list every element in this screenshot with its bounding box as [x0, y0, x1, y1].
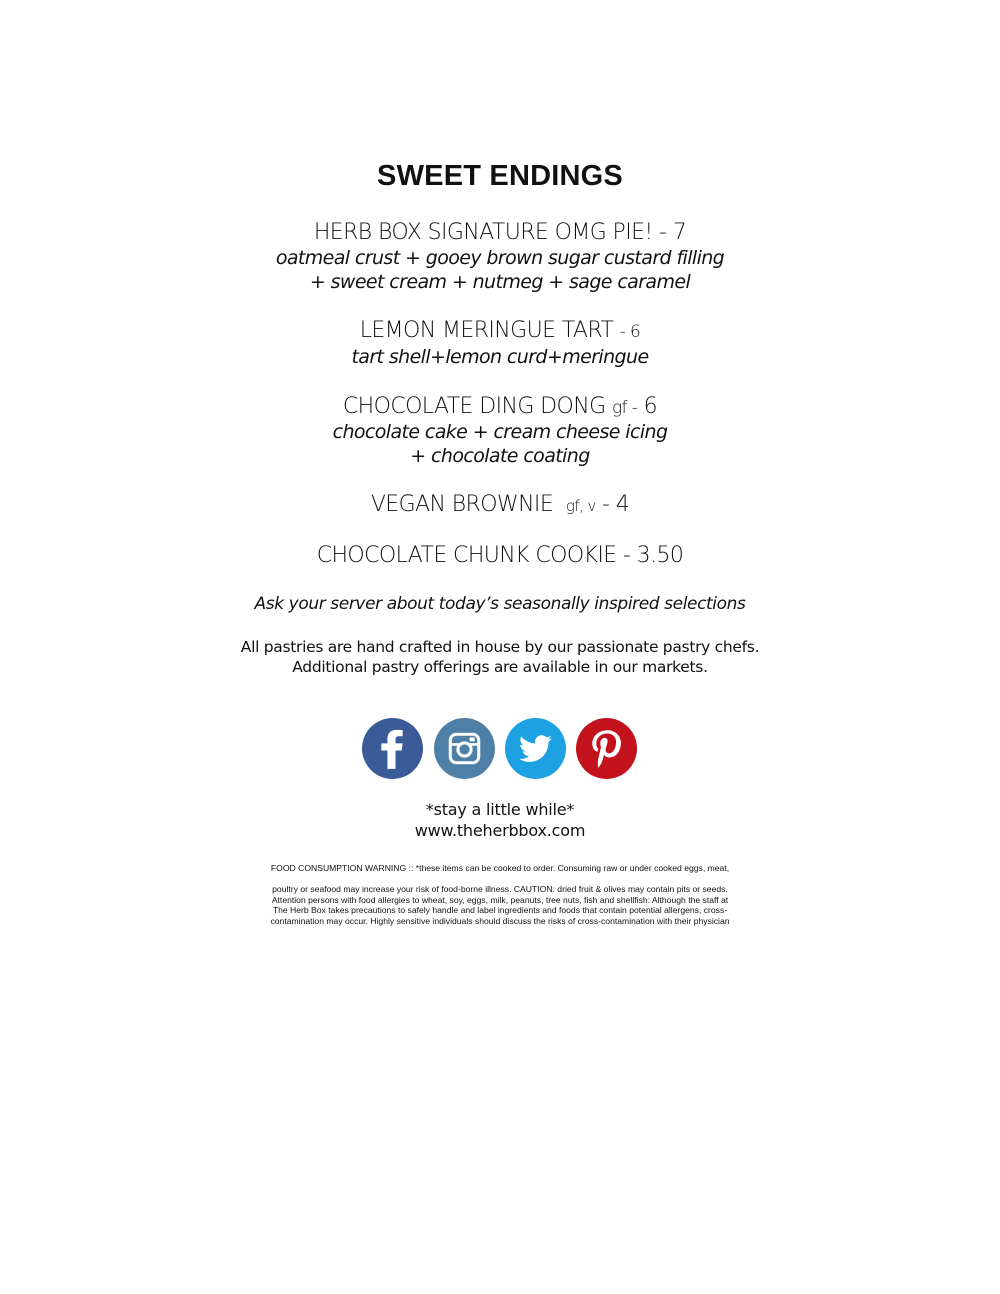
pinterest-icon[interactable] [576, 718, 637, 779]
menu-item-diet: gf, v [565, 497, 596, 515]
pastry-info: Additional pastry offerings are available in our markets. [292, 658, 708, 676]
facebook-icon[interactable] [362, 718, 423, 779]
twitter-icon[interactable] [505, 718, 566, 779]
menu-item-name: HERB BOX SIGNATURE OMG PIE! - 7 [313, 220, 687, 245]
seasonal-note: Ask your server about today’s seasonally inspired selections [254, 594, 746, 614]
page-title: SWEET ENDINGS [377, 160, 623, 192]
warning-line: The Herb Box takes precautions to safely handle and label ingredients and foods that contain potential allergens, cross- [272, 905, 728, 915]
menu-item-description: + sweet cream + nutmeg + sage caramel [309, 271, 691, 293]
pastry-info: All pastries are hand crafted in house by our passionate pastry chefs. [240, 638, 760, 656]
menu-item [0, 492, 1000, 517]
warning-line: Attention persons with food allergies to wheat, soy, eggs, milk, peanuts, tree nuts, fish and shellfish: Although the staff at [271, 894, 729, 905]
warning-line: FOOD CONSUMPTION WARNING :: *these items can be cooked to order. Consuming raw or under cooked eggs, meat, [270, 863, 730, 873]
menu-item-price: - 4 [602, 492, 630, 517]
social-links [362, 718, 638, 780]
menu-item-name: LEMON MERINGUE TART [359, 318, 614, 343]
menu-item [0, 394, 1000, 419]
menu-item-diet: gf - [611, 398, 638, 418]
warning-line: contamination may occur. Highly sensitive individuals should discuss the risks of cross-contamination with their physician [270, 915, 730, 926]
menu-item-name: VEGAN BROWNIE [370, 492, 554, 517]
menu-item-description: tart shell+lemon curd+meringue [351, 346, 649, 368]
menu-item-name: CHOCOLATE CHUNK COOKIE - 3.50 [316, 543, 684, 568]
menu-item-description: oatmeal crust + gooey brown sugar custard filling [275, 247, 725, 269]
warning-line: poultry or seafood may increase your risk of food-borne illness. CAUTION: dried fruit & olives may contain pits or seeds. [272, 884, 728, 894]
website-link[interactable]: www.theherbbox.com [414, 821, 586, 840]
menu-item-description: chocolate cake + cream cheese icing [332, 421, 668, 443]
menu-item [0, 318, 1000, 343]
instagram-icon[interactable] [434, 718, 495, 779]
menu-item-name: CHOCOLATE DING DONG [342, 394, 606, 419]
menu-item-price: - 6 [619, 322, 641, 342]
menu-item-price: 6 [643, 394, 658, 419]
tagline: *stay a little while* [425, 800, 575, 819]
menu-item-description: + chocolate coating [410, 445, 590, 467]
